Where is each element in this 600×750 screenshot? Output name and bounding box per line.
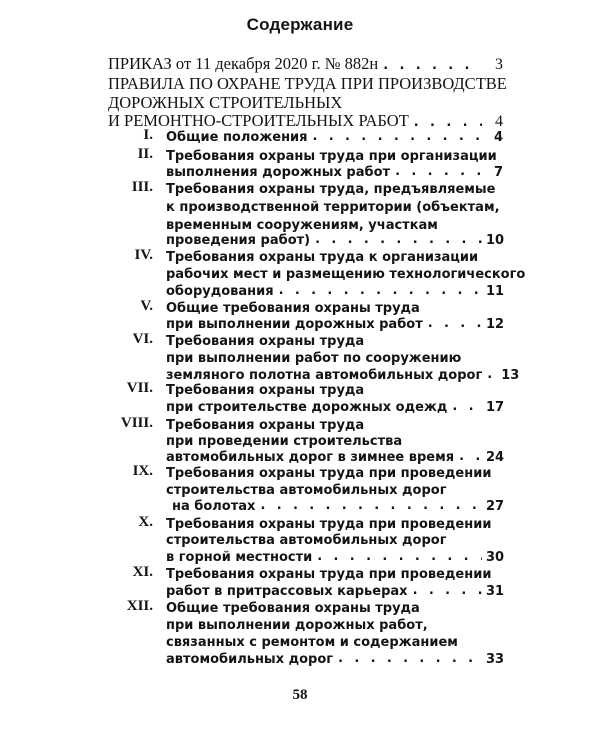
toc-section-number: I. [143, 127, 153, 143]
toc-title-text: Требования охраны труда при проведении [166, 466, 492, 481]
page-number: 58 [292, 687, 308, 703]
toc-title-text: оборудования [166, 284, 274, 299]
toc-page-number[interactable]: 27 [486, 499, 505, 514]
toc-page-number[interactable]: 11 [486, 284, 505, 299]
toc-title-text: Требования охраны труда при проведении [166, 567, 492, 582]
toc-title-text: при выполнении дорожных работ [166, 317, 423, 332]
toc-line [166, 395, 503, 415]
toc-section-number: VI. [132, 331, 153, 347]
toc-title-text: автомобильных дорог [166, 652, 334, 667]
toc-title-text: Требования охраны труда [166, 418, 365, 433]
toc-title-text: при проведении строительства [166, 434, 403, 449]
toc-section-number: III. [131, 179, 153, 195]
toc-section-number: VIII. [120, 415, 153, 431]
toc-title-text: строительства автомобильных дорог [166, 533, 447, 548]
toc-section-number: V. [140, 298, 153, 314]
toc-title-text: работ в притрассовых карьерах [166, 584, 408, 599]
toc-page-number[interactable]: 31 [486, 584, 505, 599]
toc-section-number: XI. [132, 564, 153, 580]
toc-section-number: XII. [126, 598, 153, 614]
toc-title-text: к производственной территории (объектам, [166, 200, 500, 215]
page-title: Содержание [246, 15, 354, 34]
toc-title-text: автомобильных дорог в зимнее время [166, 450, 455, 465]
toc-page-number[interactable]: 13 [501, 368, 520, 383]
toc-title-text: строительства автомобильных дорог [166, 483, 447, 498]
toc-title-text: земляного полотна автомобильных дорог [166, 368, 483, 383]
toc-section-number: IV. [134, 247, 153, 263]
toc-title-text: ПРИКАЗ от 11 декабря 2020 г. № 882н [108, 54, 379, 73]
toc-page-number[interactable]: 10 [486, 233, 505, 248]
toc-title-text: Общие положения [166, 130, 308, 145]
toc-title-text: ДОРОЖНЫХ СТРОИТЕЛЬНЫХ [108, 93, 343, 112]
toc-section-number: IX. [132, 463, 153, 479]
toc-title-text: при выполнении работ по сооружению [166, 351, 462, 366]
toc-title-text: Требования охраны труда, предъявляемые [166, 182, 496, 197]
toc-page-number[interactable]: 7 [493, 165, 503, 180]
toc-title-text: Требования охраны труда при проведении [166, 517, 492, 532]
toc-title-text: рабочих мест и размещению технологического [166, 267, 526, 282]
toc-page-number[interactable]: 17 [486, 400, 505, 415]
toc-dot-leader [338, 652, 482, 667]
toc-line [166, 177, 496, 197]
toc-page-number[interactable]: 24 [486, 450, 505, 465]
toc-title-text: Общие требования охраны труда [166, 301, 420, 316]
toc-page-number[interactable]: 4 [495, 113, 503, 130]
toc-line [108, 93, 342, 113]
toc-dot-leader [487, 368, 497, 383]
toc-title-text: проведения работ) [166, 233, 311, 248]
toc-dot-leader [452, 400, 482, 415]
toc-page-number[interactable]: 3 [495, 56, 503, 73]
toc-title-text: И РЕМОНТНО-СТРОИТЕЛЬНЫХ РАБОТ [108, 111, 409, 130]
toc-page-number[interactable]: 30 [486, 550, 505, 565]
toc-line [108, 74, 507, 94]
toc-line [166, 125, 503, 145]
toc-dot-leader [383, 59, 482, 74]
toc-page-number[interactable]: 4 [493, 130, 503, 145]
toc-dot-leader [413, 584, 482, 599]
toc-page-number[interactable]: 12 [486, 317, 505, 332]
toc-title-text: Требования охраны труда [166, 334, 365, 349]
toc-title-text: при строительстве дорожных одежд [166, 400, 448, 415]
toc-title-text: Требования охраны труда [166, 383, 365, 398]
toc-section-number: X. [138, 514, 153, 530]
toc-title-text: связанных с ремонтом и содержанием [166, 635, 458, 650]
toc-line [166, 647, 503, 667]
toc-line [108, 54, 503, 74]
toc-title-text: временным сооружениям, участкам [166, 218, 438, 233]
toc-title-text: на болотах [172, 499, 256, 514]
toc-title-text: ПРАВИЛА ПО ОХРАНЕ ТРУДА ПРИ ПРОИЗВОДСТВЕ [108, 74, 507, 93]
toc-dot-leader [428, 317, 482, 332]
toc-title-text: в горной местности [166, 550, 313, 565]
toc-page-number[interactable]: 33 [486, 652, 505, 667]
toc-title-text: при выполнении дорожных работ, [166, 618, 428, 633]
toc-section-number: II. [137, 146, 153, 162]
toc-title-text: Общие требования охраны труда [166, 601, 420, 616]
toc-title-text: Требования охраны труда при организации [166, 149, 497, 164]
toc-dot-leader [313, 130, 482, 145]
toc-line [166, 195, 500, 215]
toc-line [172, 494, 503, 514]
toc-title-text: Требования охраны труда к организации [166, 250, 479, 265]
toc-title-text: выполнения дорожных работ [166, 165, 391, 180]
toc-section-number: VII. [126, 380, 153, 396]
